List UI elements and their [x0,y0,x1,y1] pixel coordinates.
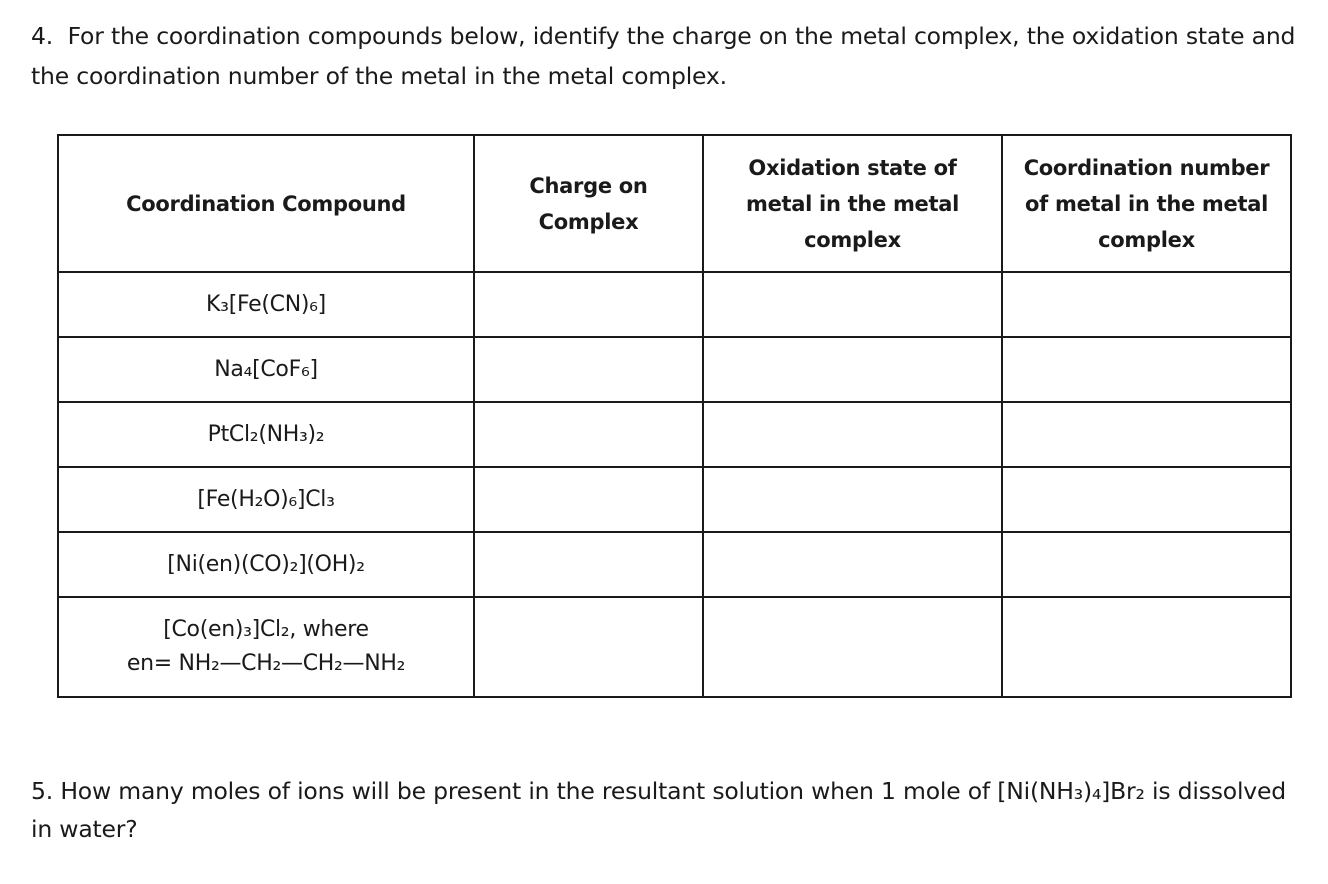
charge-cell[interactable] [474,272,703,337]
compound-cell: K₃[Fe(CN)₆] [58,272,474,337]
compound-cell: PtCl₂(NH₃)₂ [58,402,474,467]
oxidation-cell[interactable] [703,402,1002,467]
question-4 [31,16,1301,96]
table-row [58,467,1291,532]
charge-cell[interactable] [474,597,703,697]
coordination-cell[interactable] [1002,272,1291,337]
question-5-number: 5. [31,777,54,805]
table-row [58,597,1291,697]
table-row [58,337,1291,402]
charge-cell[interactable] [474,467,703,532]
compound-cell: [Fe(H₂O)₆]Cl₃ [58,467,474,532]
coordination-cell[interactable] [1002,402,1291,467]
coordination-cell[interactable] [1002,532,1291,597]
charge-cell[interactable] [474,337,703,402]
header-charge-on-complex: Charge on Complex [474,135,703,272]
compound-cell: [Ni(en)(CO)₂](OH)₂ [58,532,474,597]
question-5 [31,772,1301,848]
oxidation-cell[interactable] [703,467,1002,532]
oxidation-cell[interactable] [703,272,1002,337]
coordination-cell[interactable] [1002,337,1291,402]
compound-cell: Na₄[CoF₆] [58,337,474,402]
table-row [58,402,1291,467]
table-row [58,532,1291,597]
header-coordination-number: Coordination number of metal in the metal complex [1002,135,1291,272]
table-row [58,272,1291,337]
question-4-number: 4. [31,22,54,50]
coordination-table [57,134,1292,698]
header-oxidation-state: Oxidation state of metal in the metal complex [703,135,1002,272]
question-4-text: For the coordination compounds below, identify the charge on the metal complex, the oxidation state and the coordination number of the metal in the metal complex. [31,22,1296,90]
charge-cell[interactable] [474,532,703,597]
compound-cell [58,597,474,697]
question-5-text: How many moles of ions will be present in the resultant solution when 1 mole of [Ni(NH₃)₄]Br₂ is dissolved in water? [31,777,1286,843]
oxidation-cell[interactable] [703,532,1002,597]
coordination-cell[interactable] [1002,467,1291,532]
charge-cell[interactable] [474,402,703,467]
header-coordination-compound: Coordination Compound [58,135,474,272]
compound-line-2: en= NH₂—CH₂—CH₂—NH₂ [126,651,406,676]
table-header-row [58,135,1291,272]
compound-line-1: [Co(en)₃]Cl₂, where [163,617,369,642]
oxidation-cell[interactable] [703,597,1002,697]
oxidation-cell[interactable] [703,337,1002,402]
coordination-cell[interactable] [1002,597,1291,697]
